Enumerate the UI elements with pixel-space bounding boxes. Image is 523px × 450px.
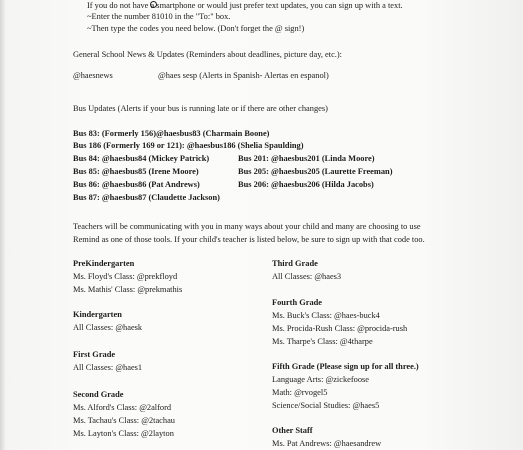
fifth-language-arts-code: Language Arts: @zickefoose <box>272 375 370 384</box>
prek-mathis-code: Ms. Mathis' Class: @prekmathis <box>73 285 183 294</box>
bus-201-line: Bus 201: @haesbus201 (Linda Moore) <box>238 154 375 163</box>
text-update-line-2: ~Enter the number 81010 in the "To:" box. <box>87 12 231 21</box>
third-grade-heading: Third Grade <box>272 259 318 268</box>
bus-85-line: Bus 85: @haesbus85 (Irene Moore) <box>73 167 199 176</box>
other-staff-heading: Other Staff <box>272 426 313 435</box>
first-grade-heading: First Grade <box>73 350 116 359</box>
second-alford-code: Ms. Alford's Class: @2alford <box>73 403 172 412</box>
prek-heading: PreKindergarten <box>73 259 135 268</box>
general-news-heading: General School News & Updates (Reminders about deadlines, picture day, etc.): <box>73 50 343 59</box>
teachers-paragraph-line-2: Remind as one of those tools. If your child's teacher is listed below, be sure to sign up with that code too. <box>73 235 425 244</box>
kindergarten-code: All Classes: @haesk <box>73 323 143 332</box>
third-grade-code: All Classes: @haes3 <box>272 272 342 281</box>
fourth-buck-code: Ms. Buck's Class: @haes-buck4 <box>272 311 380 320</box>
kindergarten-heading: Kindergarten <box>73 310 122 319</box>
prek-floyd-code: Ms. Floyd's Class: @prekfloyd <box>73 272 178 281</box>
fourth-procida-rush-code: Ms. Procida-Rush Class: @procida-rush <box>272 324 408 333</box>
second-layton-code: Ms. Layton's Class: @2layton <box>73 429 174 438</box>
fifth-science-social-code: Science/Social Studies: @haes5 <box>272 401 380 410</box>
text-update-line-3: ~Then type the codes you need below. (Don't forget the @ sign!) <box>87 24 305 33</box>
bus-86-line: Bus 86: @haesbus86 (Pat Andrews) <box>73 180 200 189</box>
teachers-paragraph-line-1: Teachers will be communicating with you in many ways about your child and many are choosing to use <box>73 222 421 231</box>
general-news-code: @haesnews <box>73 71 113 80</box>
bus-87-line: Bus 87: @haesbus87 (Claudette Jackson) <box>73 193 220 202</box>
other-staff-andrews-code: Ms. Pat Andrews: @haesandrew <box>272 439 382 448</box>
fifth-math-code: Math: @rvogel5 <box>272 388 328 397</box>
fourth-tharpe-code: Ms. Tharpe's Class: @4tharpe <box>272 337 373 346</box>
fifth-grade-heading: Fifth Grade (Please sign up for all three.) <box>272 362 419 371</box>
fourth-grade-heading: Fourth Grade <box>272 298 323 307</box>
second-grade-heading: Second Grade <box>73 390 124 399</box>
bus-206-line: Bus 206: @haesbus206 (Hilda Jacobs) <box>238 180 374 189</box>
bus-205-line: Bus 205: @haesbus205 (Laurette Freeman) <box>238 167 393 176</box>
first-grade-code: All Classes: @haes1 <box>73 363 143 372</box>
second-tachau-code: Ms. Tachau's Class: @2tachau <box>73 416 175 425</box>
text-update-line-1: If you do not have a smartphone or would just prefer text updates, you can sign up with a text. <box>87 1 403 10</box>
spanish-alerts-code: @haes sesp (Alerts in Spanish- Alertas en espanol) <box>158 71 329 80</box>
bus-updates-heading: Bus Updates (Alerts if your bus is running late or if there are other changes) <box>73 104 328 113</box>
bus-84-line: Bus 84: @haesbus84 (Mickey Patrick) <box>73 154 210 163</box>
scan-shadow-edge <box>0 0 6 450</box>
bus-186-line: Bus 186 (Formerly 169 or 121): @haesbus186 (Shelia Spaulding) <box>73 141 304 150</box>
bus-83-line: Bus 83: (Formerly 156)@haesbus83 (Charmain Boone) <box>73 129 270 138</box>
